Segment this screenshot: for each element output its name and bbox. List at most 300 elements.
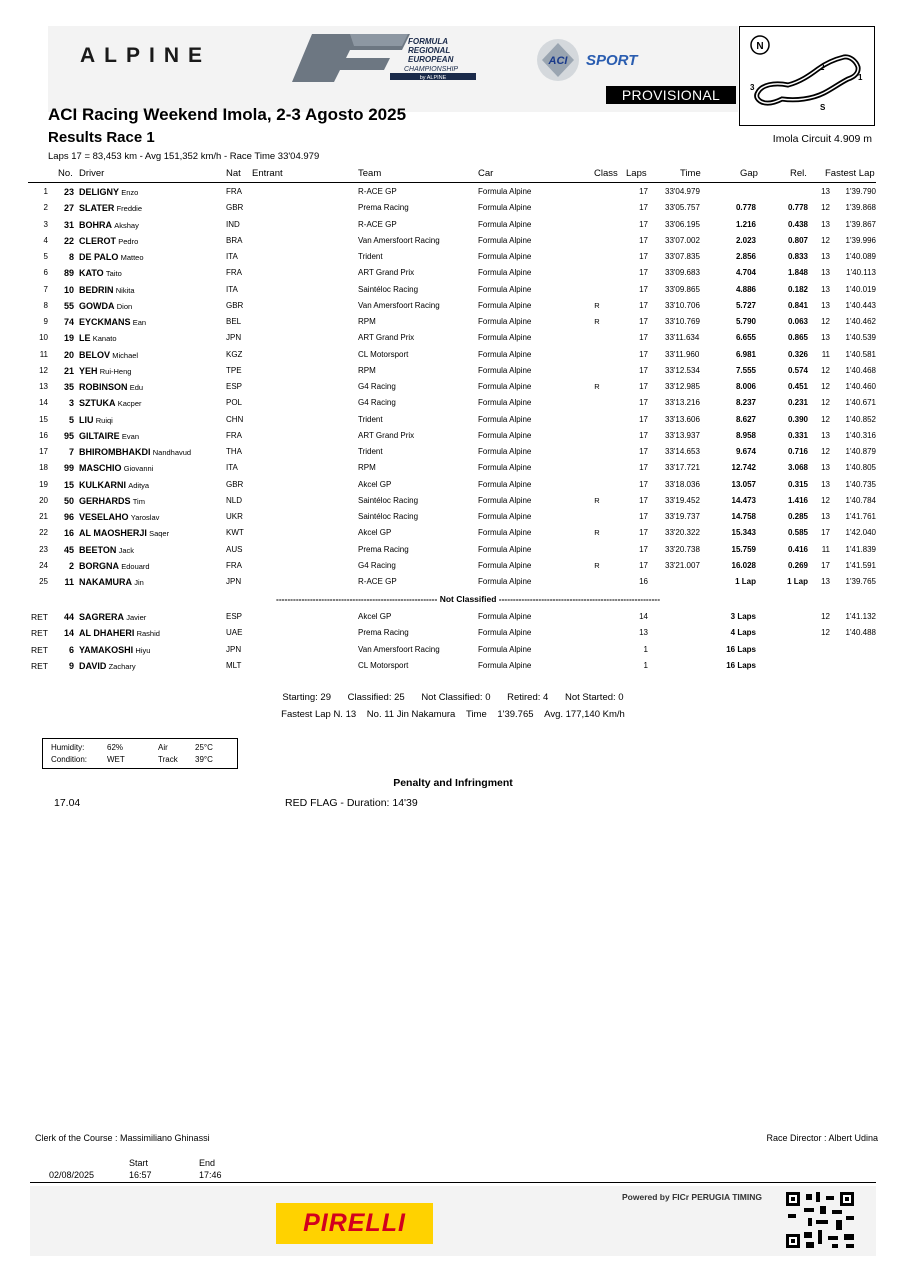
fastest-lap-number-cell: 12 [821, 235, 830, 245]
car-number-cell: 5 [68, 414, 74, 425]
fastest-lap-time-cell: 1'40.462 [845, 317, 876, 326]
nationality-cell: ESP [226, 612, 243, 621]
class-cell: R [594, 495, 600, 505]
laps-cell: 17 [639, 560, 648, 570]
gap-cell: 4.886 [735, 284, 756, 294]
driver-firstname: Enzo [121, 188, 139, 197]
driver-surname: BHIROMBHAKDI [79, 447, 151, 457]
fastest-lap-number-cell: 13 [821, 219, 830, 229]
nationality-cell: FRA [226, 268, 242, 278]
driver-firstname: Taito [105, 269, 122, 279]
fastest-lap-time-cell: 1'39.765 [845, 577, 876, 586]
laps-cell: 17 [639, 447, 648, 456]
laps-cell: 17 [639, 187, 648, 196]
fastest-lap-time-cell: 1'39.868 [845, 203, 876, 213]
driver-cell [79, 203, 142, 213]
fastest-lap-number-cell: 17 [821, 528, 830, 538]
team-cell: Prema Racing [358, 203, 409, 213]
position-cell: 7 [43, 284, 48, 294]
team-cell: R-ACE GP [358, 219, 397, 229]
pirelli-wordmark: PIRELLI [303, 1209, 406, 1237]
fastest-lap-number-cell: 12 [821, 628, 830, 638]
fastest-lap-number-cell: 13 [821, 463, 830, 473]
laps-cell: 17 [639, 382, 648, 391]
session-title: Results Race 1 [48, 129, 155, 146]
session-date: 02/08/2025 [49, 1170, 95, 1180]
col-car: Car [478, 168, 494, 179]
team-cell: RPM [358, 317, 376, 326]
driver-cell [79, 628, 160, 638]
event-title: ACI Racing Weekend Imola, 2-3 Agosto 2025 [48, 105, 407, 124]
driver-surname: GOWDA [79, 300, 115, 311]
position-cell: 3 [43, 219, 48, 229]
car-number-cell: 10 [63, 284, 74, 295]
driver-surname: AL MAOSHERJI [79, 528, 147, 539]
position-cell: 13 [39, 382, 48, 391]
nationality-cell: JPN [226, 333, 242, 343]
fastest-lap-number: Fastest Lap N. 13 [281, 709, 357, 720]
qr-code-icon [786, 1190, 856, 1250]
gap-cell: 2.023 [735, 235, 756, 245]
col-class: Class [594, 168, 618, 179]
nationality-cell: GBR [226, 479, 244, 489]
table-row [0, 200, 906, 216]
fastest-lap-number-cell: 13 [821, 577, 830, 586]
fastest-lap-time-cell: 1'40.852 [845, 414, 876, 424]
driver-firstname: Ean [132, 318, 147, 327]
car-cell: Formula Alpine [478, 628, 532, 638]
nationality-cell: ESP [226, 382, 243, 391]
gap-cell: 16 Laps [726, 660, 756, 670]
car-cell: Formula Alpine [478, 660, 532, 670]
nationality-cell: JPN [226, 644, 242, 654]
rel-cell: 0.331 [787, 430, 808, 440]
nationality-cell: BRA [226, 235, 243, 245]
driver-firstname: Akshay [114, 220, 139, 230]
track-map [739, 26, 875, 126]
time-cell: 33'13.937 [665, 430, 700, 440]
nationality-cell: FRA [226, 560, 242, 570]
team-cell: Prema Racing [358, 628, 409, 638]
car-number-cell: 45 [63, 544, 74, 555]
condition-label: Condition: [51, 755, 88, 764]
rel-cell: 0.390 [787, 414, 808, 424]
driver-firstname: Nandhavud [152, 448, 192, 457]
gap-cell: 5.727 [735, 300, 756, 310]
driver-surname: YAMAKOSHI [79, 644, 134, 655]
driver-firstname: Ruiqi [95, 415, 113, 425]
driver-surname: GERHARDS [79, 495, 131, 506]
table-row [0, 184, 906, 200]
time-cell: 33'19.737 [665, 512, 700, 521]
fastest-lap-number-cell: 17 [821, 560, 830, 570]
driver-firstname: Freddie [116, 204, 143, 214]
gap-cell: 4 Laps [730, 628, 756, 638]
rel-cell: 0.269 [787, 560, 808, 570]
driver-cell [79, 577, 144, 587]
svg-text:N: N [756, 41, 764, 52]
car-cell: Formula Alpine [478, 479, 532, 489]
gap-cell: 16 Laps [726, 644, 756, 654]
class-cell: R [594, 317, 600, 326]
fastest-lap-time-cell: 1'40.671 [845, 398, 876, 408]
car-cell: Formula Alpine [478, 365, 532, 375]
driver-surname: EYCKMANS [79, 317, 131, 327]
col-team: Team [358, 168, 382, 179]
race-info: Laps 17 = 83,453 km - Avg 151,352 km/h - Race Time 33'04.979 [48, 151, 320, 162]
weather-box [42, 738, 238, 769]
col-driver: Driver [79, 168, 105, 179]
team-cell: CL Motorsport [358, 349, 409, 359]
driver-firstname: Giovanni [123, 464, 154, 474]
car-number-cell: 19 [63, 333, 74, 344]
car-cell: Formula Alpine [478, 414, 532, 424]
table-row [0, 460, 906, 476]
fr-championship-logo [290, 32, 490, 82]
driver-cell [79, 220, 139, 230]
fastest-lap-time-cell: 1'40.488 [845, 628, 876, 638]
nationality-cell: KGZ [226, 349, 243, 359]
driver-cell [79, 398, 142, 408]
gap-cell: 2.856 [735, 252, 756, 261]
driver-cell [79, 645, 150, 655]
svg-text:REGIONAL: REGIONAL [408, 46, 451, 55]
position-cell: 22 [39, 528, 48, 538]
time-cell: 33'14.653 [665, 447, 700, 456]
car-cell: Formula Alpine [478, 544, 532, 554]
table-row [0, 574, 906, 590]
team-cell: G4 Racing [358, 398, 396, 408]
car-number-cell: 2 [68, 560, 74, 571]
rel-cell: 0.416 [787, 544, 808, 554]
rel-cell: 3.068 [787, 463, 808, 473]
corner-label-1: 1 [858, 73, 863, 82]
position-cell: 8 [43, 300, 48, 310]
driver-firstname: Rashid [136, 629, 160, 639]
fastest-lap-time-cell: 1'40.316 [845, 430, 876, 440]
fastest-lap-avg: Avg. 177,140 Km/h [544, 709, 625, 720]
driver-firstname: Aditya [128, 480, 150, 490]
track-temp-value: 39°C [195, 755, 213, 764]
nationality-cell: POL [226, 398, 243, 408]
summary-classified: Classified: 25 [347, 692, 405, 703]
car-number-cell: 27 [63, 203, 74, 214]
driver-cell [79, 447, 191, 457]
driver-cell [79, 512, 159, 522]
fastest-lap-time: 1'39.765 [497, 709, 534, 720]
nationality-cell: GBR [226, 300, 244, 310]
fastest-lap-time-cell: 1'40.539 [845, 333, 876, 343]
team-cell: G4 Racing [358, 382, 396, 391]
driver-surname: YEH [79, 365, 98, 376]
team-cell: ART Grand Prix [358, 430, 415, 440]
gap-cell: 15.759 [731, 544, 756, 554]
fastest-lap-time-cell: 1'41.761 [845, 512, 876, 521]
car-number-cell: 74 [63, 317, 74, 327]
rel-cell: 0.182 [787, 284, 808, 294]
car-cell: Formula Alpine [478, 463, 532, 473]
position-cell: 5 [43, 252, 48, 261]
time-cell: 33'13.216 [665, 398, 700, 408]
car-number-cell: 23 [63, 187, 74, 197]
provisional-badge: PROVISIONAL [606, 86, 736, 104]
driver-cell [79, 545, 134, 555]
fastest-lap-time-cell: 1'39.790 [845, 187, 876, 196]
driver-firstname: Zachary [108, 661, 136, 671]
table-row [0, 509, 906, 525]
driver-firstname: Nikita [115, 285, 135, 295]
driver-surname: AL DHAHERI [79, 628, 135, 639]
driver-surname: DE PALO [79, 252, 119, 262]
rel-cell: 0.585 [787, 528, 808, 538]
team-cell: Saintéloc Racing [358, 284, 419, 294]
laps-cell: 14 [639, 612, 648, 621]
laps-cell: 17 [639, 203, 648, 213]
gap-cell: 6.981 [735, 349, 756, 359]
gap-cell: 14.473 [731, 495, 756, 505]
aci-sport-logo [534, 38, 664, 82]
driver-cell [79, 463, 153, 473]
car-cell: Formula Alpine [478, 268, 532, 278]
position-cell: 6 [43, 268, 48, 278]
table-row [0, 558, 906, 574]
car-cell: Formula Alpine [478, 560, 532, 570]
car-cell: Formula Alpine [478, 577, 532, 586]
table-row [0, 477, 906, 493]
driver-cell [79, 350, 138, 360]
fastest-lap-car: No. 11 Jin Nakamura [366, 709, 456, 720]
col-no: No. [58, 168, 73, 179]
team-cell: ART Grand Prix [358, 333, 415, 343]
driver-firstname: Yaroslav [130, 513, 160, 522]
gap-cell: 0.778 [735, 203, 756, 213]
position-cell: 15 [39, 414, 48, 424]
fastest-lap-number-cell: 12 [821, 317, 830, 326]
nationality-cell: TPE [226, 365, 242, 375]
svg-text:ACI: ACI [548, 55, 568, 67]
time-cell: 33'12.985 [665, 382, 700, 391]
driver-surname: VESELAHO [79, 512, 129, 522]
car-number-cell: 44 [63, 612, 74, 622]
driver-surname: SZTUKA [79, 398, 116, 409]
team-cell: RPM [358, 463, 376, 473]
car-number-cell: 21 [63, 365, 74, 376]
gap-cell: 7.555 [735, 365, 756, 375]
nationality-cell: FRA [226, 187, 242, 196]
driver-surname: KATO [79, 268, 104, 279]
laps-cell: 17 [639, 300, 648, 310]
race-summary [0, 692, 906, 703]
driver-cell [79, 285, 135, 295]
time-cell: 33'11.960 [665, 349, 700, 359]
position-cell: 16 [39, 430, 48, 440]
driver-surname: DAVID [79, 660, 107, 671]
fastest-lap-time-cell: 1'40.019 [845, 284, 876, 294]
not-classified-divider: --------------------------------------------------------- Not Classified --------------------------------------------------------- [276, 594, 661, 604]
driver-cell [79, 496, 145, 506]
footer-divider [30, 1182, 876, 1183]
team-cell: CL Motorsport [358, 660, 409, 670]
driver-cell [79, 415, 113, 425]
air-value: 25°C [195, 743, 213, 752]
condition-value: WET [107, 755, 125, 764]
end-time: 17:46 [199, 1170, 222, 1180]
team-cell: R-ACE GP [358, 577, 397, 586]
table-row [0, 428, 906, 444]
driver-surname: ROBINSON [79, 382, 128, 392]
driver-cell [79, 561, 150, 571]
car-cell: Formula Alpine [478, 430, 532, 440]
driver-cell [79, 333, 117, 343]
position-cell: 21 [39, 512, 48, 521]
position-cell: 18 [39, 463, 48, 473]
rel-cell: 0.778 [787, 203, 808, 213]
car-cell: Formula Alpine [478, 235, 532, 245]
driver-firstname: Jin [134, 578, 144, 587]
svg-text:by ALPINE: by ALPINE [419, 75, 447, 81]
powered-by: Powered by FICr PERUGIA TIMING [622, 1192, 762, 1202]
car-cell: Formula Alpine [478, 203, 532, 213]
position-cell: 10 [39, 333, 48, 343]
laps-cell: 17 [639, 528, 648, 538]
driver-firstname: Rui-Heng [99, 366, 132, 376]
time-cell: 33'05.757 [665, 203, 700, 213]
car-number-cell: 9 [68, 660, 74, 671]
gap-cell: 5.790 [735, 317, 756, 326]
fastest-lap-time-cell: 1'40.468 [845, 365, 876, 375]
laps-cell: 17 [639, 317, 648, 326]
fastest-lap-number-cell: 13 [821, 512, 830, 521]
driver-firstname: Edouard [121, 561, 150, 571]
laps-cell: 1 [643, 660, 648, 670]
track-temp-label: Track [158, 755, 178, 764]
laps-cell: 17 [639, 235, 648, 245]
table-row [0, 347, 906, 363]
svg-text:CHAMPIONSHIP: CHAMPIONSHIP [404, 66, 459, 73]
position-cell: 12 [39, 365, 48, 375]
driver-surname: BEETON [79, 544, 117, 555]
driver-surname: SAGRERA [79, 612, 125, 622]
position-cell: RET [31, 660, 48, 671]
laps-cell: 17 [639, 365, 648, 375]
driver-firstname: Matteo [120, 253, 144, 262]
table-row [0, 625, 906, 641]
nationality-cell: THA [226, 447, 242, 456]
nationality-cell: NLD [226, 495, 243, 505]
driver-cell [79, 528, 169, 538]
gap-cell: 9.674 [735, 447, 756, 456]
humidity-label: Humidity: [51, 743, 85, 752]
class-cell: R [594, 300, 600, 310]
car-number-cell: 8 [68, 252, 74, 262]
penalty-time: 17.04 [54, 797, 81, 809]
driver-surname: KULKARNI [79, 479, 126, 490]
team-cell: Van Amersfoort Racing [358, 644, 440, 654]
fastest-lap-time-cell: 1'40.581 [845, 349, 876, 359]
position-cell: 11 [39, 349, 48, 359]
nationality-cell: MLT [226, 660, 242, 670]
car-number-cell: 11 [64, 577, 74, 587]
driver-surname: LE [79, 333, 91, 344]
air-label: Air [158, 743, 168, 752]
col-nat: Nat [226, 168, 241, 179]
team-cell: Akcel GP [358, 612, 392, 621]
driver-cell [79, 366, 131, 376]
corner-label-2: 2 [820, 63, 825, 72]
nationality-cell: IND [226, 219, 240, 229]
driver-surname: CLEROT [79, 235, 116, 246]
driver-surname: SLATER [79, 203, 115, 214]
fastest-lap-number-cell: 13 [821, 284, 830, 294]
fastest-lap-time-cell: 1'40.805 [845, 463, 876, 473]
gap-cell: 8.237 [735, 398, 756, 408]
corner-label-s: S [820, 103, 826, 112]
fastest-lap-time-cell: 1'41.591 [845, 560, 876, 570]
time-cell: 33'20.738 [665, 544, 700, 554]
gap-cell: 8.958 [735, 430, 756, 440]
fastest-lap-number-cell: 13 [821, 300, 830, 310]
nationality-cell: KWT [226, 528, 244, 538]
time-cell: 33'11.634 [665, 333, 700, 343]
pirelli-logo [276, 1203, 433, 1244]
rel-cell: 0.315 [787, 479, 808, 489]
team-cell: Akcel GP [358, 528, 392, 538]
summary-starting: Starting: 29 [282, 692, 331, 703]
fastest-lap-number-cell: 12 [821, 612, 830, 621]
table-row [0, 642, 906, 658]
driver-cell [79, 317, 146, 327]
time-cell: 33'19.452 [665, 495, 700, 505]
car-number-cell: 14 [63, 628, 74, 639]
gap-cell: 4.704 [735, 268, 756, 278]
laps-cell: 17 [639, 219, 648, 229]
table-row [0, 412, 906, 428]
fastest-lap-time-cell: 1'41.839 [845, 544, 876, 554]
position-cell: 4 [43, 235, 48, 245]
driver-cell [79, 661, 136, 671]
driver-surname: LIU [79, 414, 94, 425]
fastest-lap-time-label: Time [465, 709, 487, 720]
table-row [0, 609, 906, 625]
fastest-lap-time-cell: 1'40.089 [845, 252, 876, 261]
laps-cell: 17 [639, 495, 648, 505]
fastest-lap-time-cell: 1'42.040 [845, 528, 876, 538]
gap-cell: 15.343 [731, 528, 756, 538]
laps-cell: 1 [643, 644, 648, 654]
car-cell: Formula Alpine [478, 447, 532, 456]
team-cell: G4 Racing [358, 560, 396, 570]
table-row [0, 525, 906, 541]
laps-cell: 17 [639, 268, 648, 278]
fastest-lap-number-cell: 13 [821, 333, 830, 343]
driver-surname: MASCHIO [79, 463, 122, 474]
driver-cell [79, 236, 138, 246]
time-cell: 33'07.835 [665, 252, 700, 261]
team-cell: RPM [358, 365, 376, 375]
start-label: Start [129, 1158, 149, 1168]
team-cell: Van Amersfoort Racing [358, 235, 440, 245]
time-cell: 33'10.706 [665, 300, 700, 310]
position-cell: RET [31, 612, 48, 622]
driver-cell [79, 187, 138, 197]
table-row [0, 282, 906, 298]
driver-surname: DELIGNY [79, 187, 120, 197]
driver-cell [79, 480, 149, 490]
fastest-lap-time-cell: 1'40.735 [845, 479, 876, 489]
nationality-cell: AUS [226, 544, 243, 554]
table-row [0, 363, 906, 379]
gap-cell: 12.742 [731, 463, 756, 473]
